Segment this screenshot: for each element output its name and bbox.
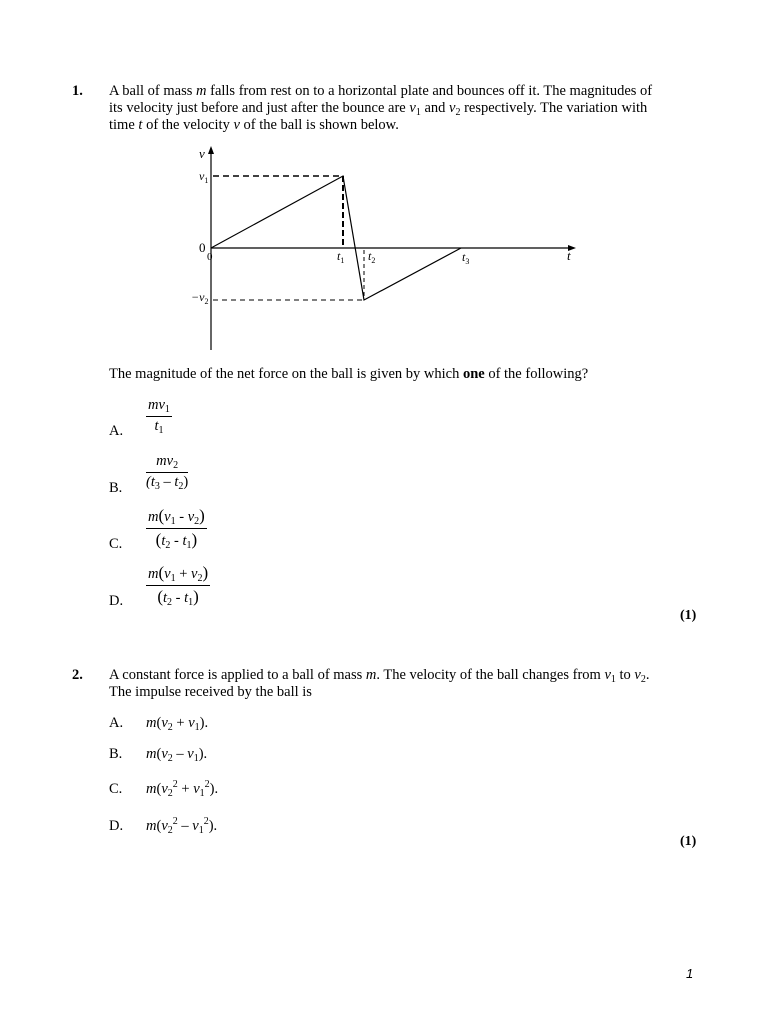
q2-d-v-a: v <box>161 818 168 834</box>
q1-b-den-sub1: 3 <box>154 481 160 492</box>
q2-a-open: ( <box>156 715 162 731</box>
q1-stem-text: respectively. The variation with time <box>109 100 648 133</box>
q2-b-sub-b: 1 <box>193 753 199 764</box>
q1-d-den-t1: t <box>184 590 189 606</box>
q2-d-v-b: v <box>192 818 199 834</box>
q2-d-sub-a: 2 <box>167 825 173 836</box>
q1-c-den-op: - <box>170 533 183 549</box>
q2-d-sub-b: 1 <box>198 825 204 836</box>
q1-option-b-label[interactable]: B. <box>109 480 123 496</box>
q1-stem-text: falls from rest on to a horizontal plate and bounces off it. The magnitudes of its velocity just before and just after the bounce are <box>109 83 653 116</box>
y-axis-label: v <box>199 146 205 161</box>
q1-c-den-sub1: 2 <box>165 540 171 551</box>
q1-c-num-v1: v <box>164 509 171 525</box>
q2-d-pow-a: 2 <box>172 816 178 827</box>
q2-a-sub-b: 1 <box>194 722 200 733</box>
q2-stem-line2: The impulse received by the ball is <box>109 684 312 700</box>
q1-a-numerator-sub: 1 <box>164 404 170 415</box>
velocity-trace <box>211 176 461 300</box>
zero-x-label: 0 <box>207 251 213 263</box>
q1-prompt-text: The magnitude of the net force on the ball is given by which <box>109 366 463 382</box>
q1-b-den-close: ) <box>183 474 189 490</box>
q1-option-b-fraction[interactable] <box>146 453 188 491</box>
q2-b-op: – <box>172 746 188 762</box>
q2-b-v-b: v <box>187 746 194 762</box>
q1-c-num-op: - <box>175 509 188 525</box>
q2-d-close: ). <box>208 818 218 834</box>
t1-label: $t_1$ <box>337 249 345 265</box>
q2-c-v-a: v <box>161 781 168 797</box>
q1-c-den-t2: t <box>161 533 166 549</box>
q1-stem-v2-sub: 2 <box>455 107 461 118</box>
q1-c-num-m: m <box>148 509 159 525</box>
q1-a-denominator-sub: 1 <box>158 425 164 436</box>
q1-prompt-text: of the following? <box>484 366 589 382</box>
q2-d-pow-b: 2 <box>203 816 209 827</box>
q1-option-a-label[interactable]: A. <box>109 423 124 439</box>
page-number: 1 <box>686 966 694 981</box>
zero-y-label: 0 <box>199 240 206 255</box>
q1-c-den-close: ) <box>191 530 198 549</box>
velocity-time-graph <box>0 0 768 400</box>
q2-stem-text: to <box>615 667 635 683</box>
q1-d-den-sub2: 1 <box>188 597 194 608</box>
q1-stem-v: v <box>233 117 240 133</box>
q1-b-den-sub2: 2 <box>178 481 184 492</box>
y-axis-arrow <box>208 146 214 154</box>
q1-prompt-bold: one <box>462 366 485 382</box>
question-1-prompt <box>109 366 588 383</box>
q2-option-d-label[interactable]: D. <box>109 818 124 834</box>
q2-b-v-a: v <box>161 746 168 762</box>
x-axis-label: t <box>567 248 571 263</box>
q2-c-pow-b: 2 <box>204 779 210 790</box>
q2-c-sub-a: 2 <box>167 788 173 799</box>
q1-c-num-close: ) <box>199 506 205 525</box>
t2-label: $t_2$ <box>368 249 376 265</box>
q1-stem-m: m <box>196 83 207 99</box>
q2-a-v-b: v <box>188 715 195 731</box>
q2-option-c-expression[interactable] <box>146 781 218 798</box>
q1-d-num-v1: v <box>164 566 171 582</box>
q1-c-num-open: ( <box>158 506 165 525</box>
q1-b-numerator: mv <box>156 453 174 469</box>
q2-c-sub-b: 1 <box>199 788 205 799</box>
q1-option-d-label[interactable]: D. <box>109 593 124 609</box>
q1-d-den-open: ( <box>157 587 163 606</box>
q1-c-den-sub2: 1 <box>186 540 192 551</box>
q1-option-c-fraction[interactable] <box>146 506 207 550</box>
question-2-marks: (1) <box>680 834 697 849</box>
q1-d-num-sub1: 1 <box>170 573 176 584</box>
q1-b-numerator-sub: 2 <box>173 460 179 471</box>
q2-option-a-label[interactable]: A. <box>109 715 124 731</box>
q2-a-v-a: v <box>161 715 168 731</box>
q2-c-close: ). <box>209 781 219 797</box>
q1-b-den-open: (t <box>146 474 155 490</box>
q1-c-den-t1: t <box>182 533 187 549</box>
q2-c-v-b: v <box>193 781 200 797</box>
q1-stem-v1: v <box>409 100 416 116</box>
q2-stem-v2: v <box>634 667 641 683</box>
q1-option-a-fraction[interactable] <box>146 397 172 435</box>
q1-d-den-op: - <box>172 590 185 606</box>
q2-option-d-expression[interactable] <box>146 818 217 835</box>
q2-option-b-label[interactable]: B. <box>109 746 123 762</box>
q1-d-num-sub2: 2 <box>197 573 203 584</box>
q2-d-m: m <box>146 818 157 834</box>
q2-a-close: ). <box>199 715 209 731</box>
q1-option-c-label[interactable]: C. <box>109 536 123 552</box>
q1-d-num-m: m <box>148 566 159 582</box>
q1-c-den-open: ( <box>155 530 162 549</box>
q2-option-c-label[interactable]: C. <box>109 781 123 797</box>
q1-d-num-open: ( <box>158 563 165 582</box>
q1-c-num-sub1: 1 <box>170 516 176 527</box>
q1-a-denominator: t <box>154 418 159 434</box>
q1-d-den-close: ) <box>193 587 199 606</box>
q1-stem-text: of the ball is shown below. <box>239 117 399 133</box>
question-1-marks: (1) <box>680 608 697 623</box>
q1-c-num-sub2: 2 <box>194 516 200 527</box>
q1-d-den-t2: t <box>162 590 168 606</box>
v1-label: $v_1$ <box>199 169 209 185</box>
q2-c-m: m <box>146 781 157 797</box>
neg-v2-label: $-v_2$ <box>191 290 209 306</box>
q2-stem-v1-sub: 1 <box>610 674 616 685</box>
q2-c-pow-a: 2 <box>172 779 178 790</box>
q1-c-num-v2: v <box>187 509 195 525</box>
q2-d-open: ( <box>156 818 162 834</box>
t3-label: $t_3$ <box>462 250 470 266</box>
q1-stem-text: of the velocity <box>142 117 234 133</box>
question-2-number: 2. <box>72 667 83 683</box>
q1-stem-t: t <box>138 117 143 133</box>
q2-b-sub-a: 2 <box>167 753 173 764</box>
q1-d-num-close: ) <box>202 563 209 582</box>
q2-stem-v2-sub: 2 <box>640 674 646 685</box>
q2-d-op: – <box>177 818 193 834</box>
q2-stem-m: m <box>365 667 377 683</box>
q1-stem-v2: v <box>449 100 456 116</box>
q1-stem-text: and <box>420 100 449 116</box>
q2-b-m: m <box>146 746 157 762</box>
q2-a-sub-a: 2 <box>167 722 173 733</box>
q1-a-numerator: mv <box>148 397 165 413</box>
q1-d-num-op: + <box>175 566 192 582</box>
q2-b-close: ). <box>198 746 208 762</box>
q1-option-d-fraction[interactable] <box>146 563 210 607</box>
q2-c-op: + <box>177 781 194 797</box>
q2-stem-v1: v <box>604 667 611 683</box>
question-2-stem <box>109 667 669 701</box>
q2-c-open: ( <box>156 781 162 797</box>
q2-b-open: ( <box>156 746 162 762</box>
q1-b-den-mid: – t <box>159 474 179 490</box>
q2-option-b-expression[interactable] <box>146 746 207 763</box>
q1-d-num-v2: v <box>191 566 198 582</box>
question-1-number: 1. <box>72 83 83 99</box>
q2-option-a-expression[interactable] <box>146 715 208 732</box>
q2-a-m: m <box>146 715 157 731</box>
q2-stem-text: . <box>645 667 650 683</box>
q2-a-op: + <box>172 715 189 731</box>
q2-stem-text: . The velocity of the ball changes from <box>376 667 605 683</box>
q2-stem-text: A constant force is applied to a ball of mass <box>109 667 366 683</box>
q1-d-den-sub1: 2 <box>167 597 173 608</box>
q1-stem-v1-sub: 1 <box>415 107 421 118</box>
q1-stem-text: A ball of mass <box>109 83 196 99</box>
